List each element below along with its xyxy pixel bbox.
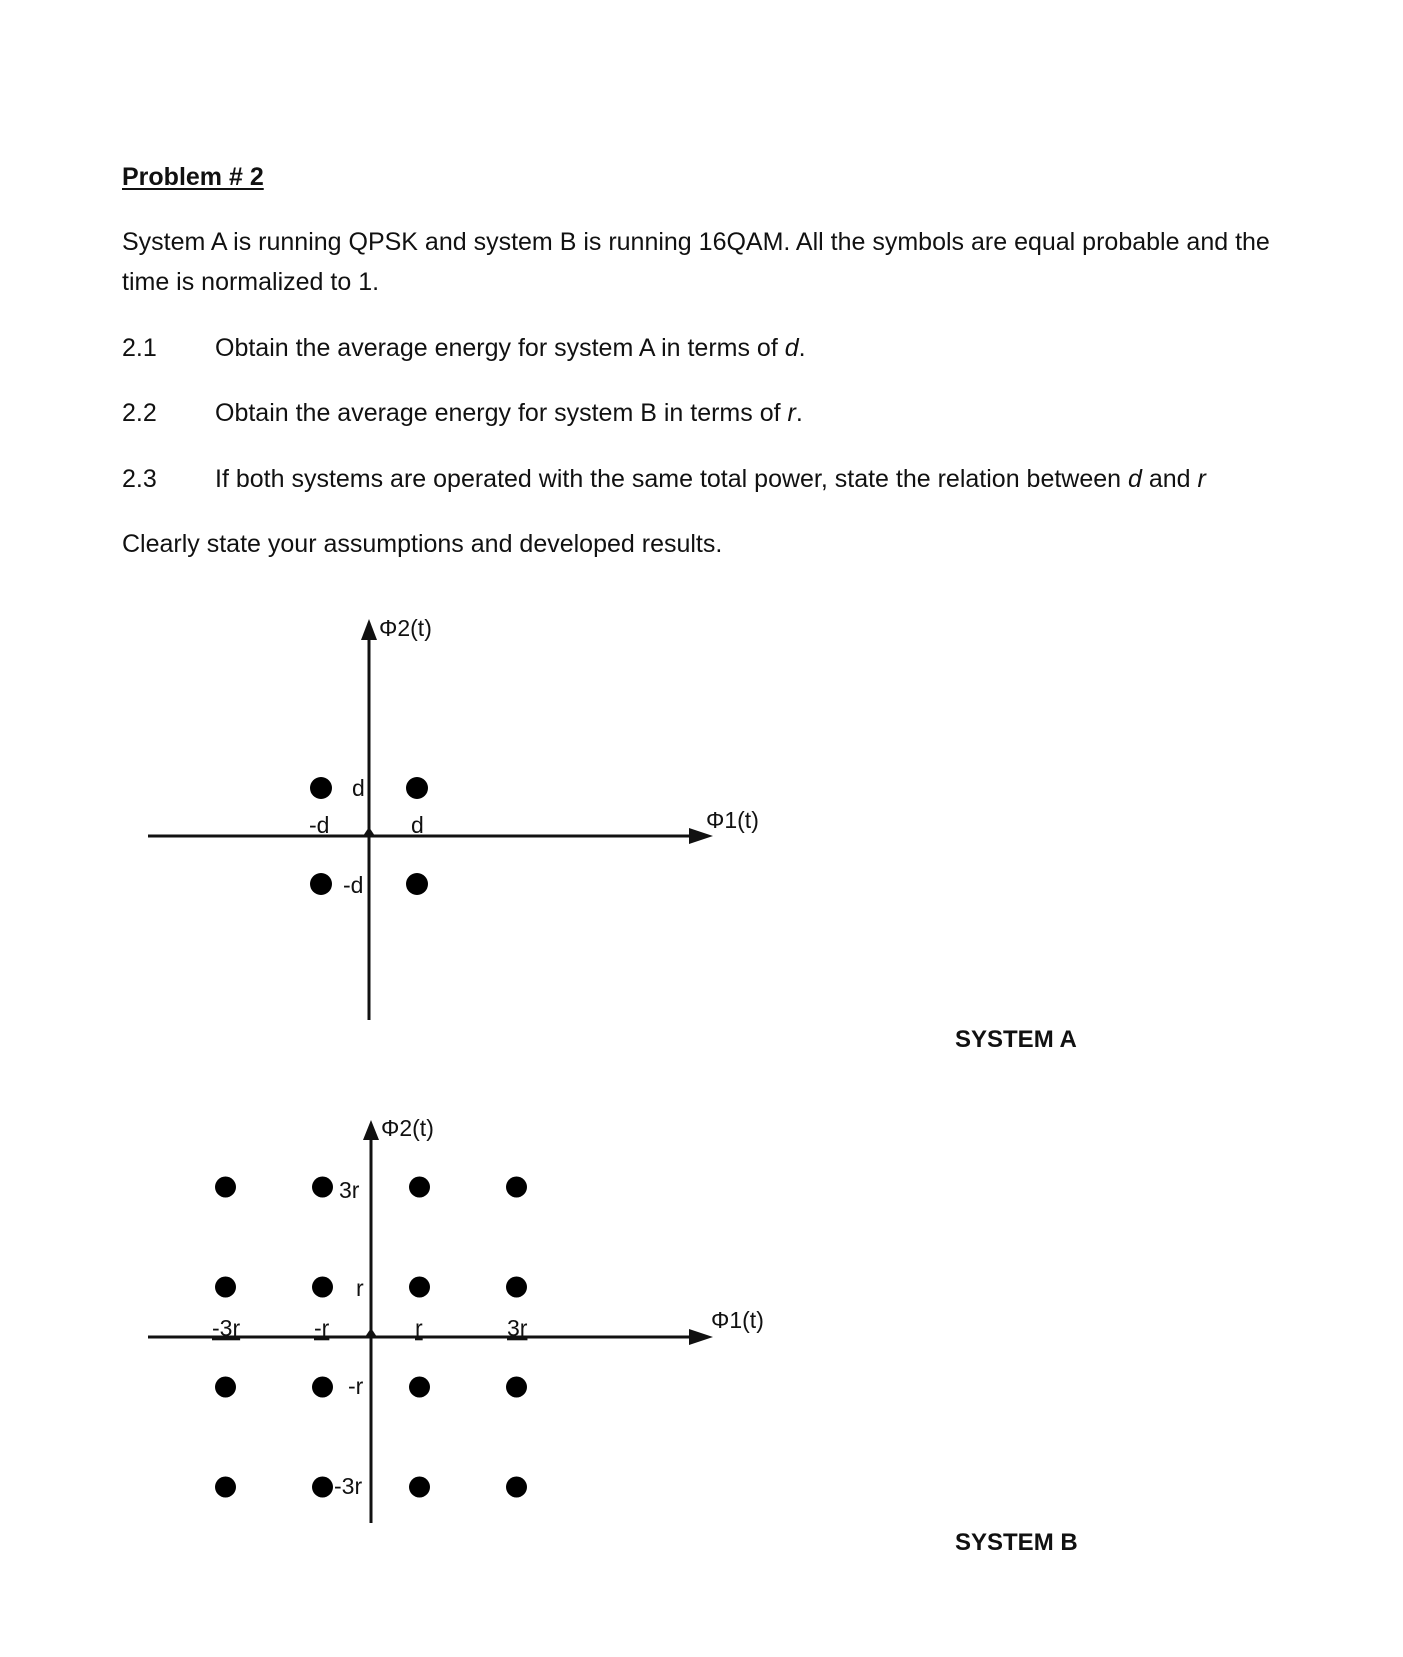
system-a-diagram [148,615,759,1020]
system-a-x-axis-label: Φ1(t) [706,807,759,833]
system-b-constellation-point [312,1277,333,1298]
system-b-constellation-point [215,1477,236,1498]
system-b-constellation-point [215,1377,236,1398]
system-b-x-arrowhead [689,1329,713,1345]
system-a-constellation-point [406,873,428,895]
closing-instruction: Clearly state your assumptions and developed results. [122,530,723,558]
system-a-tick-label: d [411,812,424,838]
system-a-origin-marker [363,827,375,836]
system-b-constellation-point [409,1277,430,1298]
system-a-y-axis-label: Φ2(t) [379,615,432,641]
question-number: 2.1 [122,334,157,362]
problem-intro-line-1: System A is running QPSK and system B is running 16QAM. All the symbols are equal probable and the [122,228,1270,256]
system-b-constellation-point [409,1177,430,1198]
system-b-x-axis-label: Φ1(t) [711,1307,764,1333]
system-b-constellation-point [312,1477,333,1498]
system-b-constellation-point [506,1177,527,1198]
system-b-tick-label: -3r [212,1315,241,1341]
system-b-constellation-point [409,1477,430,1498]
system-b-y-axis-label: Φ2(t) [381,1115,434,1141]
system-a-tick-label: -d [309,812,330,838]
system-b-y-arrowhead [363,1120,379,1140]
system-a-tick-label: -d [343,872,364,898]
system-b-constellation-point [312,1377,333,1398]
system-b-diagram [148,1115,764,1523]
question-text: Obtain the average energy for system A in terms of d. [215,334,806,362]
system-b-tick-label: -r [348,1373,364,1399]
system-a-constellation-point [310,873,332,895]
question-text: If both systems are operated with the same total power, state the relation between d and r [215,465,1206,493]
problem-title: Problem # 2 [122,163,264,191]
system-b-tick-label: r [356,1275,364,1301]
system-b-tick-label: 3r [507,1315,528,1341]
problem-intro-line-2: time is normalized to 1. [122,268,380,296]
system-a-constellation-point [406,777,428,799]
system-b-constellation-point [215,1177,236,1198]
question-number: 2.2 [122,399,157,427]
system-b-tick-label: r [415,1315,423,1341]
system-b-tick-label: -3r [334,1473,363,1499]
system-b-constellation-point [506,1477,527,1498]
system-b-tick-label: -r [314,1315,330,1341]
system-b-constellation-point [506,1377,527,1398]
system-b-constellation-point [215,1277,236,1298]
system-b-tick-label: 3r [339,1177,360,1203]
system-b-constellation-point [409,1377,430,1398]
system-a-label: SYSTEM A [955,1026,1077,1053]
system-a-tick-label: d [352,775,365,801]
system-b-origin-marker [365,1328,377,1337]
system-b-constellation-point [506,1277,527,1298]
system-a-y-arrowhead [361,619,377,640]
system-b-constellation-point [312,1177,333,1198]
system-b-label: SYSTEM B [955,1529,1078,1556]
question-text: Obtain the average energy for system B in terms of r. [215,399,803,427]
system-a-constellation-point [310,777,332,799]
question-number: 2.3 [122,465,157,493]
